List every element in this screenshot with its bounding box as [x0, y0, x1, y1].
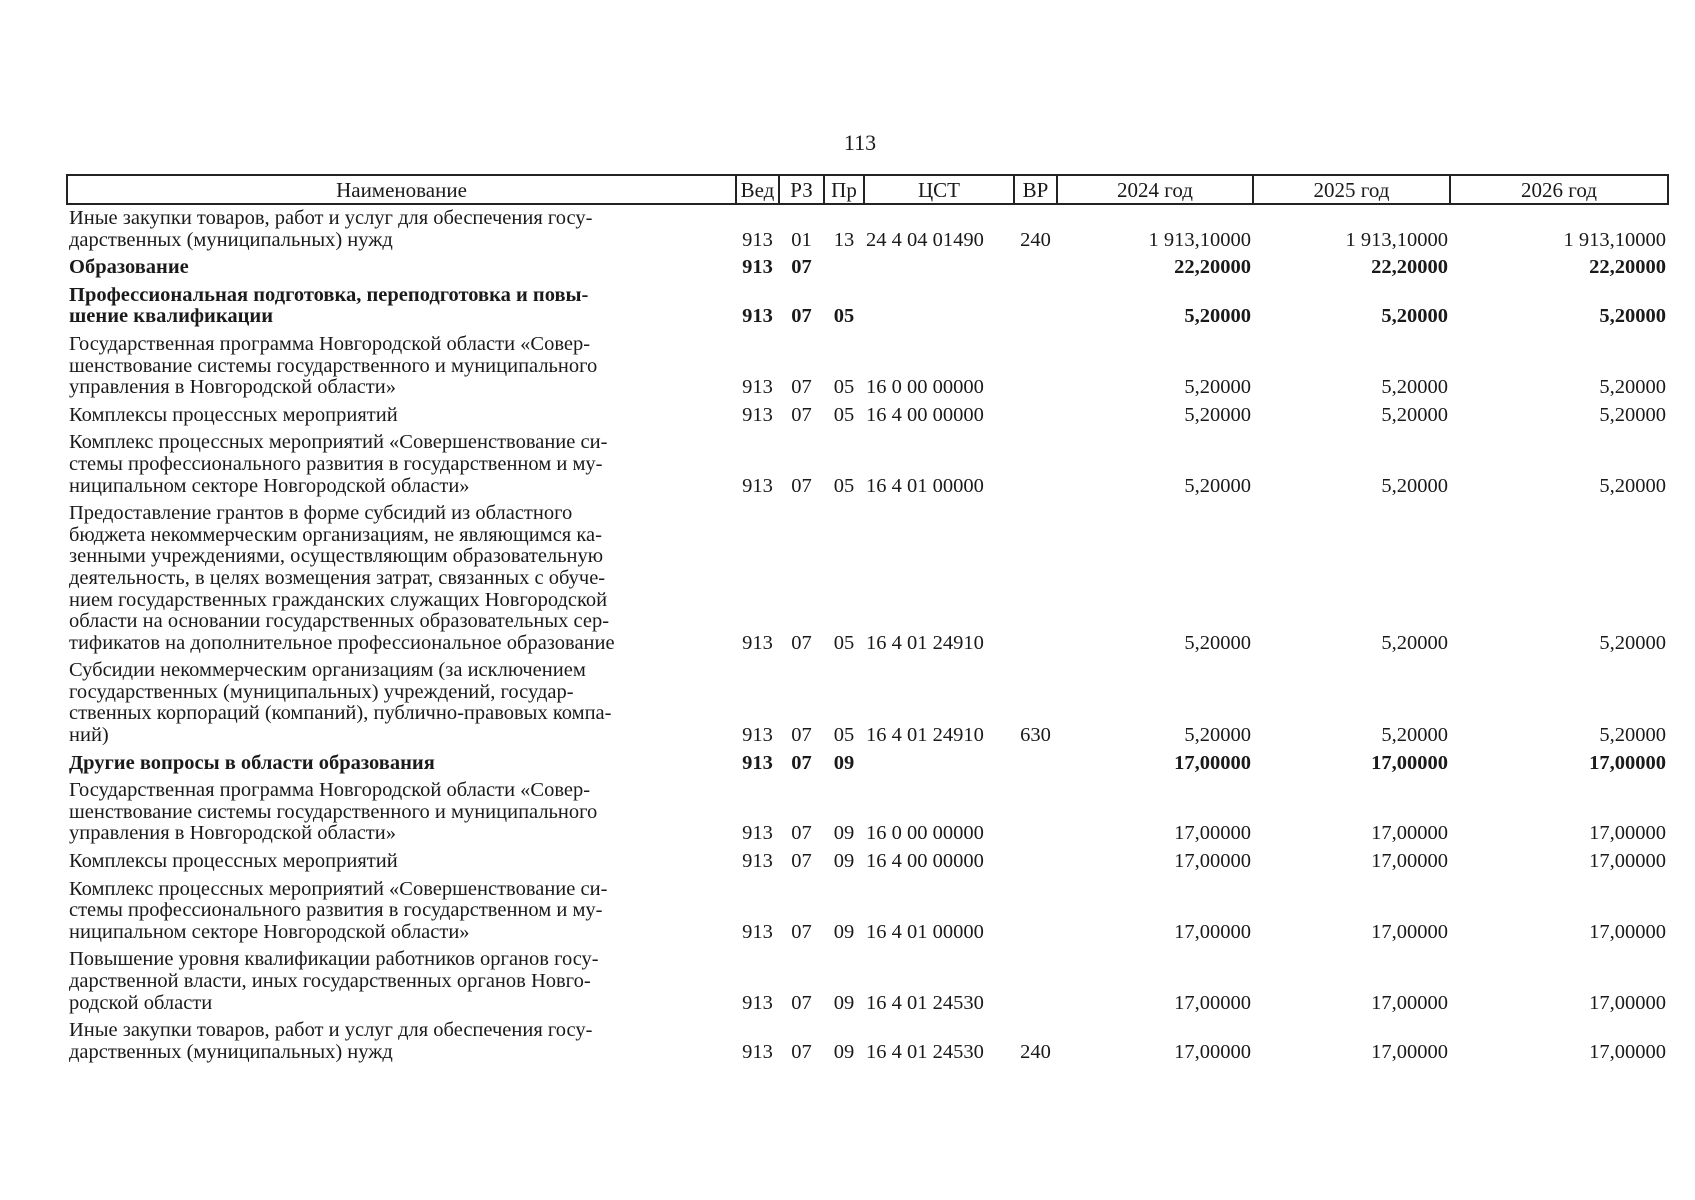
- header-vr: ВР: [1014, 175, 1057, 204]
- row-rz-cell: 07: [791, 822, 812, 845]
- row-2024-cell: 5,20000: [1184, 305, 1251, 328]
- table-row: [67, 777, 1668, 848]
- row-name-cell: Государственная программа Новгородской области «Совер- шенствование системы государственного и муниципального управления в Новгородской области»: [69, 779, 598, 845]
- row-vr-cell: [1014, 848, 1057, 876]
- row-pr-cell: 09: [833, 751, 855, 774]
- row-2026-cell: 17,00000: [1589, 1040, 1666, 1063]
- row-2026-cell: 5,20000: [1599, 631, 1666, 654]
- row-2025-cell: 17,00000: [1371, 822, 1448, 845]
- table-row: [67, 876, 1668, 947]
- row-2025-cell: 1 913,10000: [1345, 228, 1448, 251]
- row-rz-cell: 01: [791, 228, 812, 251]
- row-cst-cell: 16 4 00 00000: [866, 850, 984, 873]
- row-2026-cell: 17,00000: [1589, 850, 1666, 873]
- row-2026-cell: 1 913,10000: [1563, 228, 1666, 251]
- row-cst-cell: 16 4 01 24910: [866, 631, 984, 654]
- row-cst-cell: [864, 254, 1014, 282]
- row-ved-cell: 913: [742, 991, 773, 1014]
- row-vr-cell: [1014, 750, 1057, 778]
- row-name-cell: Государственная программа Новгородской области «Совер- шенствование системы государственного и муниципального управления в Новгородской области»: [69, 332, 598, 399]
- row-name-cell: Повышение уровня квалификации работников органов госу- дарственной власти, иных государственных органов Новго- родской области: [69, 948, 599, 1014]
- row-2024-cell: 5,20000: [1184, 474, 1251, 497]
- header-cst: ЦСТ: [864, 175, 1014, 204]
- row-rz-cell: 07: [791, 724, 812, 747]
- row-2025-cell: 5,20000: [1381, 474, 1448, 497]
- row-cst-cell: 16 4 00 00000: [866, 403, 984, 426]
- row-vr-cell: 630: [1020, 724, 1051, 747]
- row-name-cell: Субсидии некоммерческим организациям (за исключением государственных (муниципальных) учреждений, государ- ственных корпораций (компаний), публично-правовых компа- ний): [69, 659, 612, 747]
- header-ved: Вед: [736, 175, 779, 204]
- row-rz-cell: 07: [791, 256, 812, 279]
- table-row: [67, 750, 1668, 778]
- row-name-cell: Другие вопросы в области образования: [69, 751, 435, 774]
- row-rz-cell: 07: [791, 850, 812, 873]
- row-cst-cell: 16 4 01 24530: [866, 991, 984, 1014]
- row-pr-cell: 09: [833, 822, 855, 845]
- header-name: Наименование: [67, 175, 736, 204]
- row-2025-cell: 17,00000: [1371, 1040, 1448, 1063]
- row-cst-cell: [864, 750, 1014, 778]
- row-rz-cell: 07: [791, 920, 812, 943]
- table-row: [67, 402, 1668, 430]
- row-pr-cell: 09: [833, 1040, 855, 1063]
- table-body: [67, 204, 1668, 1066]
- row-pr-cell: 05: [833, 403, 855, 426]
- row-ved-cell: 913: [742, 724, 773, 747]
- row-pr-cell: 05: [833, 376, 855, 399]
- row-ved-cell: 913: [742, 822, 773, 845]
- table-row: [67, 946, 1668, 1017]
- row-2024-cell: 22,20000: [1174, 256, 1251, 279]
- row-2025-cell: 17,00000: [1371, 991, 1448, 1014]
- row-name-cell: Комплексы процессных мероприятий: [69, 850, 398, 873]
- row-name-cell: Иные закупки товаров, работ и услуг для обеспечения госу- дарственных (муниципальных) нужд: [69, 1019, 593, 1063]
- row-ved-cell: 913: [742, 376, 773, 399]
- row-2024-cell: 1 913,10000: [1148, 228, 1251, 251]
- row-2024-cell: 17,00000: [1174, 920, 1251, 943]
- row-2025-cell: 17,00000: [1371, 920, 1448, 943]
- row-pr-cell: 05: [833, 724, 855, 747]
- row-rz-cell: 07: [791, 376, 812, 399]
- row-cst-cell: 16 4 01 24530: [866, 1040, 984, 1063]
- row-rz-cell: 07: [791, 474, 812, 497]
- table-header-row: [67, 175, 1668, 204]
- row-2026-cell: 17,00000: [1589, 822, 1666, 845]
- row-vr-cell: [1014, 876, 1057, 947]
- row-2026-cell: 5,20000: [1599, 474, 1666, 497]
- row-2025-cell: 5,20000: [1381, 403, 1448, 426]
- row-name-cell: Образование: [69, 256, 189, 279]
- row-vr-cell: [1014, 331, 1057, 402]
- row-vr-cell: [1014, 777, 1057, 848]
- row-rz-cell: 07: [791, 631, 812, 654]
- row-vr-cell: [1014, 402, 1057, 430]
- header-pr: Пр: [824, 175, 864, 204]
- table-row: [67, 204, 1668, 254]
- row-pr-cell: 05: [833, 305, 855, 328]
- row-ved-cell: 913: [742, 403, 773, 426]
- row-vr-cell: [1014, 254, 1057, 282]
- row-rz-cell: 07: [791, 1040, 812, 1063]
- row-name-cell: Комплекс процессных мероприятий «Совершенствование си- стемы профессионального развития в государственном и му- ниципальном секторе Новгородской области»: [69, 877, 608, 943]
- row-vr-cell: [1014, 429, 1057, 500]
- page-number: 113: [843, 130, 877, 155]
- row-rz-cell: 07: [791, 751, 812, 774]
- row-vr-cell: 240: [1020, 1040, 1051, 1063]
- row-2024-cell: 17,00000: [1174, 751, 1251, 774]
- table-row: [67, 1017, 1668, 1066]
- table-row: [67, 282, 1668, 331]
- row-name-cell: Предоставление грантов в форме субсидий из областного бюджета некоммерческим организациям, не являющимся ка- зенными учреждениями, осуществляющим образовательную деятельность, в целях возмещения затрат, связанных с обуче- нием государственных гражданских служащих Новгородской области на основании государственных образовательных сер- тификатов на дополнительное профессиональное образование: [69, 502, 615, 654]
- row-2024-cell: 17,00000: [1174, 850, 1251, 873]
- table-row: [67, 331, 1668, 402]
- row-2026-cell: 17,00000: [1589, 991, 1666, 1014]
- header-2026: 2026 год: [1450, 175, 1668, 204]
- table-row: [67, 848, 1668, 876]
- row-vr-cell: [1014, 500, 1057, 657]
- row-rz-cell: 07: [791, 991, 812, 1014]
- row-2024-cell: 17,00000: [1174, 1040, 1251, 1063]
- row-cst-cell: 16 4 01 24910: [866, 724, 984, 747]
- row-2025-cell: 22,20000: [1371, 256, 1448, 279]
- header-rz: РЗ: [779, 175, 824, 204]
- row-2026-cell: 5,20000: [1599, 403, 1666, 426]
- row-2025-cell: 5,20000: [1381, 305, 1448, 328]
- header-2025: 2025 год: [1253, 175, 1450, 204]
- row-rz-cell: 07: [791, 403, 812, 426]
- row-2026-cell: 17,00000: [1589, 751, 1666, 774]
- row-cst-cell: 16 0 00 00000: [866, 376, 984, 399]
- table-row: [67, 429, 1668, 500]
- table-row: [67, 500, 1668, 657]
- row-pr-cell: [824, 254, 864, 282]
- row-ved-cell: 913: [742, 474, 773, 497]
- row-2026-cell: 5,20000: [1599, 376, 1666, 399]
- row-2026-cell: 22,20000: [1589, 256, 1666, 279]
- row-2025-cell: 17,00000: [1371, 751, 1448, 774]
- row-name-cell: Комплекс процессных мероприятий «Совершенствование си- стемы профессионального развития в государственном и му- ниципальном секторе Новгородской области»: [69, 431, 608, 497]
- row-2024-cell: 17,00000: [1174, 991, 1251, 1014]
- row-2024-cell: 5,20000: [1184, 724, 1251, 747]
- row-ved-cell: 913: [742, 305, 773, 328]
- row-name-cell: Комплексы процессных мероприятий: [69, 403, 398, 426]
- row-rz-cell: 07: [791, 305, 812, 328]
- row-pr-cell: 05: [833, 631, 855, 654]
- row-ved-cell: 913: [742, 850, 773, 873]
- row-ved-cell: 913: [742, 631, 773, 654]
- row-pr-cell: 05: [833, 474, 855, 497]
- row-vr-cell: [1014, 946, 1057, 1017]
- row-2024-cell: 17,00000: [1174, 822, 1251, 845]
- row-ved-cell: 913: [742, 1040, 773, 1063]
- row-vr-cell: [1014, 282, 1057, 331]
- table-row: [67, 657, 1668, 749]
- budget-table: [66, 174, 1669, 1066]
- row-pr-cell: 09: [833, 850, 855, 873]
- row-name-cell: Иные закупки товаров, работ и услуг для обеспечения госу- дарственных (муниципальных) нужд: [69, 207, 593, 251]
- row-2026-cell: 17,00000: [1589, 920, 1666, 943]
- row-2025-cell: 17,00000: [1371, 850, 1448, 873]
- row-2024-cell: 5,20000: [1184, 631, 1251, 654]
- row-vr-cell: 240: [1020, 228, 1051, 251]
- row-2025-cell: 5,20000: [1381, 724, 1448, 747]
- row-cst-cell: 16 0 00 00000: [866, 822, 984, 845]
- row-2024-cell: 5,20000: [1184, 376, 1251, 399]
- row-ved-cell: 913: [742, 920, 773, 943]
- row-2026-cell: 5,20000: [1599, 305, 1666, 328]
- row-ved-cell: 913: [742, 751, 773, 774]
- table-row: [67, 254, 1668, 282]
- row-name-cell: Профессиональная подготовка, переподготовка и повы- шение квалификации: [69, 283, 589, 328]
- row-2025-cell: 5,20000: [1381, 376, 1448, 399]
- row-cst-cell: 16 4 01 00000: [866, 474, 984, 497]
- row-cst-cell: 24 4 04 01490: [866, 228, 984, 251]
- row-2025-cell: 5,20000: [1381, 631, 1448, 654]
- row-cst-cell: 16 4 01 00000: [866, 920, 984, 943]
- row-pr-cell: 09: [833, 991, 855, 1014]
- row-2026-cell: 5,20000: [1599, 724, 1666, 747]
- row-pr-cell: 13: [833, 228, 855, 251]
- header-2024: 2024 год: [1057, 175, 1253, 204]
- row-cst-cell: [864, 282, 1014, 331]
- row-pr-cell: 09: [833, 920, 855, 943]
- row-2024-cell: 5,20000: [1184, 403, 1251, 426]
- row-ved-cell: 913: [742, 228, 773, 251]
- row-ved-cell: 913: [742, 256, 773, 279]
